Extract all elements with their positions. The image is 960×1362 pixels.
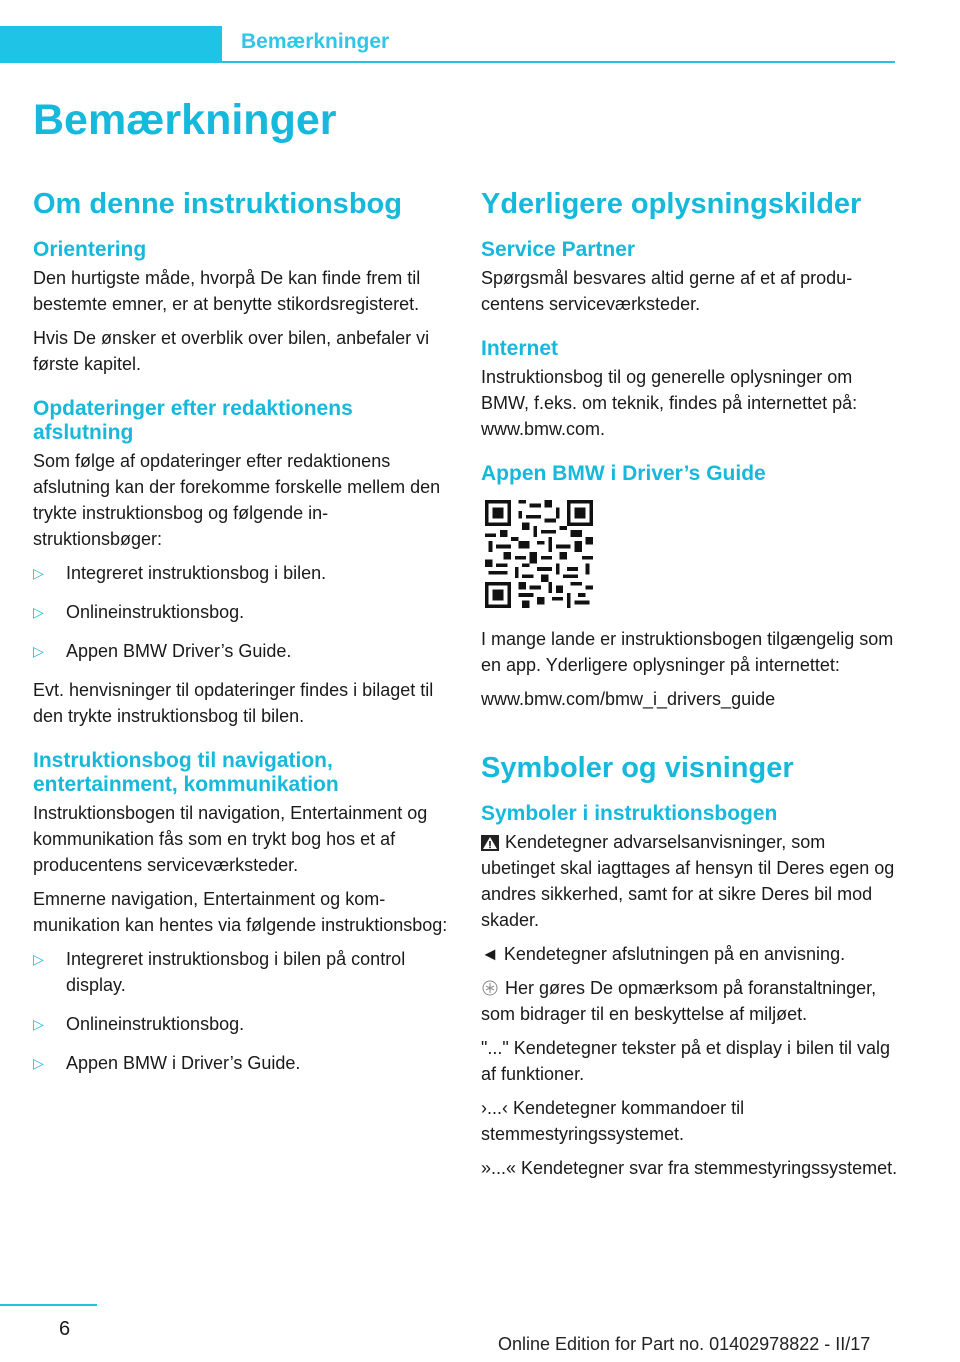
right-column: [481, 186, 901, 1189]
paragraph: Den hurtigste måde, hvorpå De kan finde frem til bestemte emner, er at benytte stikordsregisteret.: [33, 268, 421, 314]
list-item: ▷ Appen BMW Driver’s Guide.: [33, 638, 448, 664]
edition-note: Online Edition for Part no. 01402978822 - II/17: [498, 1334, 871, 1354]
bullet-triangle-icon: ▷: [33, 1055, 44, 1071]
left-column: [33, 186, 448, 1089]
paragraph: Spørgsmål besvares altid gerne af et af producentens serviceværksteder.: [481, 268, 853, 314]
paragraph: ◄ Kendetegner afslutningen på en anvisning.: [481, 944, 846, 964]
list-item: ▷ Integreret instruktionsbog i bilen på control display.: [33, 946, 448, 998]
list-item: ▷ Onlineinstruktionsbog.: [33, 1011, 448, 1037]
header-rule: [0, 61, 895, 63]
subheading-orientation: Orientering: [33, 238, 147, 261]
subheading-navigation: Instruktionsbog til navigation, entertainment, kommunikation: [33, 749, 339, 796]
paragraph: Her gøres De opmærksom på foranstaltninger, som bidrager til en beskyttelse af miljøet.: [481, 978, 877, 1024]
paragraph: Kendetegner advarselsanvisninger, som ubetinget skal iagttages af hensyn til Deres egen og andres sikkerhed, samt for at sikre Deres bil mod skader.: [481, 832, 895, 930]
paragraph: »...« Kendetegner svar fra stemmestyringssystemet.: [481, 1158, 898, 1178]
section-heading-symbols: Symboler og visninger: [481, 752, 794, 784]
subheading-internet: Internet: [481, 337, 559, 360]
warning-triangle-icon: [481, 835, 499, 851]
paragraph: I mange lande er instruktionsbogen tilgængelig som en app. Yderligere oplysninger på internettet:: [481, 629, 894, 675]
list-item: ▷ Appen BMW i Driver’s Guide.: [33, 1050, 448, 1076]
page-title: Bemærkninger: [33, 96, 337, 144]
list-item: ▷ Onlineinstruktionsbog.: [33, 599, 448, 625]
bullet-list: [33, 560, 448, 664]
paragraph: Evt. henvisninger til opdateringer findes i bilaget til den trykte instruktionsbog til bilen.: [33, 680, 434, 726]
paragraph: Som følge af opdateringer efter redaktionens afslutning kan der forekomme forskelle mellem den trykte instruktionsbog og følgende instruktionsbøger:: [33, 451, 441, 549]
environment-icon: [481, 979, 499, 997]
subheading-service-partner: Service Partner: [481, 238, 636, 261]
page-number: 6: [59, 1318, 71, 1340]
paragraph: Instruktionsbog til og generelle oplysninger om BMW, f.eks. om teknik, findes på internettet på: www.bmw.com.: [481, 367, 858, 439]
header-accent-block: [0, 26, 222, 62]
paragraph: ›...‹ Kendetegner kommandoer til stemmestyringssystemet.: [481, 1098, 745, 1144]
subheading-updates: Opdateringer efter redaktionens afslutning: [33, 397, 353, 444]
running-header: Bemærkninger: [241, 30, 390, 53]
bullet-triangle-icon: ▷: [33, 565, 44, 581]
subheading-app: Appen BMW i Driver’s Guide: [481, 462, 766, 485]
list-item: ▷ Integreret instruktionsbog i bilen.: [33, 560, 448, 586]
subheading-symbols: Symboler i instruktionsbogen: [481, 802, 778, 825]
qr-code-icon: [485, 500, 593, 608]
bullet-triangle-icon: ▷: [33, 643, 44, 659]
paragraph: Instruktionsbogen til navigation, Entertainment og kommunikation fås som en trykt bog hos et af producentens serviceværksteder.: [33, 803, 428, 875]
footer-rule: [0, 1304, 97, 1306]
link-text: www.bmw.com/bmw_i_drivers_guide: [481, 689, 776, 709]
paragraph: "..." Kendetegner tekster på et display i bilen til valg af funktioner.: [481, 1038, 891, 1084]
section-heading-sources: Yderligere oplysningskilder: [481, 188, 862, 220]
paragraph: Emnerne navigation, Entertainment og kommunikation kan hentes via følgende instruktionsbog:: [33, 889, 448, 935]
bullet-list: [33, 946, 448, 1076]
paragraph: Hvis De ønsker et overblik over bilen, anbefaler vi første kapitel.: [33, 328, 430, 374]
bullet-triangle-icon: ▷: [33, 604, 44, 620]
bullet-triangle-icon: ▷: [33, 1016, 44, 1032]
section-heading-about: Om denne instruktionsbog: [33, 188, 402, 220]
bullet-triangle-icon: ▷: [33, 951, 44, 967]
